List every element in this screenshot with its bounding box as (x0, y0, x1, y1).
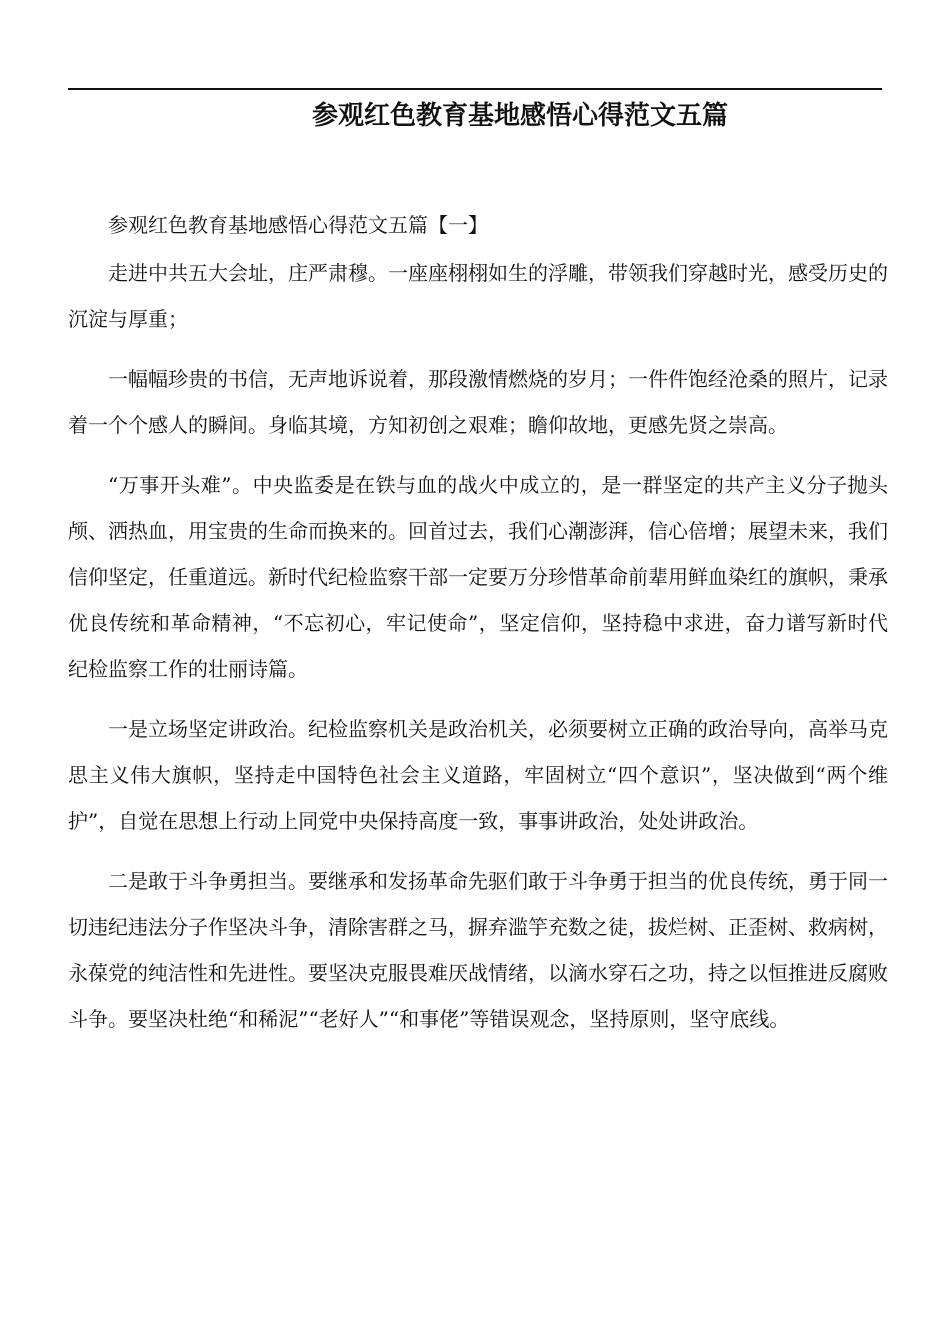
header-rule (68, 88, 882, 90)
document-title: 参观红色教育基地感悟心得范文五篇 (311, 101, 728, 131)
section-heading: 参观红色教育基地感悟心得范文五篇【一】 (108, 213, 488, 237)
paragraph-1: 走进中共五大会址，庄严肃穆。一座座栩栩如生的浮雕，带领我们穿越时光，感受历史的沉淀与厚重； (68, 261, 888, 331)
paragraph-3: “万事开头难”。中央监委是在铁与血的战火中成立的，是一群坚定的共产主义分子抛头颅、洒热血，用宝贵的生命而换来的。回首过去，我们心潮澎湃，信心倍增；展望未来，我们信仰坚定，任重道远。新时代纪检监察干部一定要万分珍惜革命前辈用鲜血染红的旗帜，秉承优良传统和革命精神，“不忘初心，牢记使命”，坚定信仰，坚持稳中求进，奋力谱写新时代纪检监察工作的壮丽诗篇。 (68, 473, 888, 681)
paragraph-5: 二是敢于斗争勇担当。要继承和发扬革命先驱们敢于斗争勇于担当的优良传统，勇于同一切违纪违法分子作坚决斗争，清除害群之马，摒弃滥竽充数之徒，拔烂树、正歪树、救病树，永葆党的纯洁性和先进性。要坚决克服畏难厌战情绪，以滴水穿石之功，持之以恒推进反腐败斗争。要坚决杜绝“和稀泥”“老好人”“和事佬”等错误观念，坚持原则，坚守底线。 (68, 869, 888, 1031)
document-body (68, 202, 888, 1056)
paragraph-4: 一是立场坚定讲政治。纪检监察机关是政治机关，必须要树立正确的政治导向，高举马克思主义伟大旗帜，坚持走中国特色社会主义道路，牢固树立“四个意识”，坚决做到“两个维护”，自觉在思想上行动上同党中央保持高度一致，事事讲政治，处处讲政治。 (68, 717, 888, 833)
paragraph-2: 一幅幅珍贵的书信，无声地诉说着，那段激情燃烧的岁月；一件件饱经沧桑的照片，记录着一个个感人的瞬间。身临其境，方知初创之艰难；瞻仰故地，更感先贤之崇高。 (68, 367, 888, 437)
